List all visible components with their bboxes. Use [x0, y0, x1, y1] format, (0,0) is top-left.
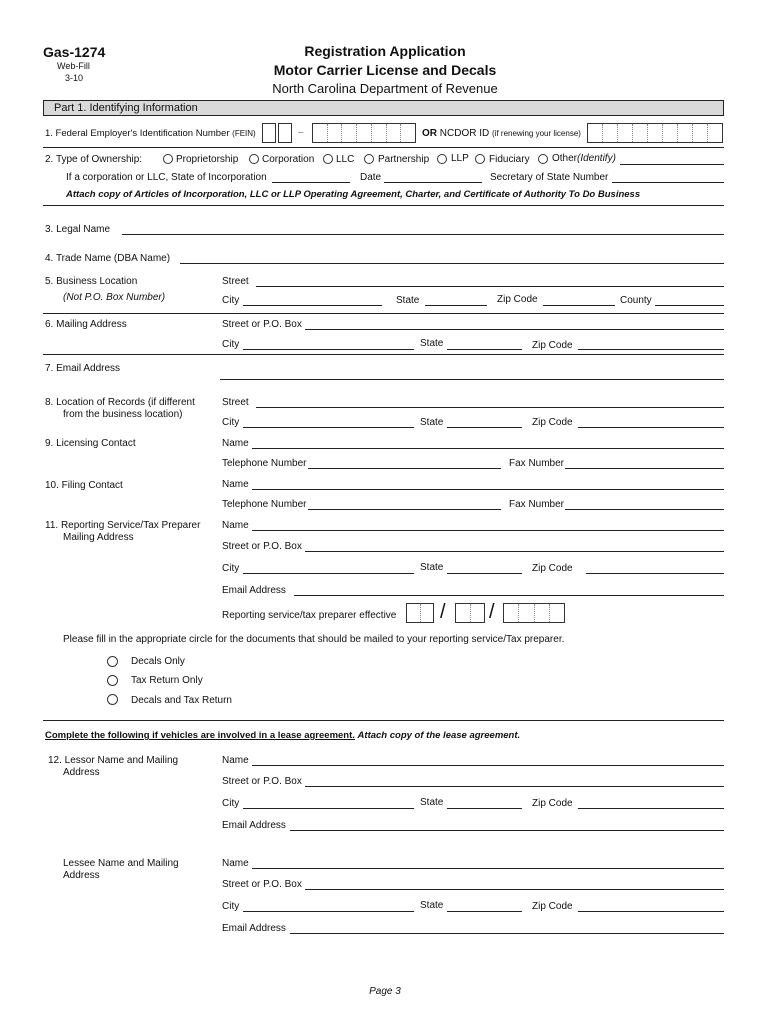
records-city-field[interactable]	[243, 427, 414, 428]
street-po-label: Street or P.O. Box	[222, 879, 302, 890]
state-label: State	[420, 338, 444, 349]
city-label: City	[222, 798, 240, 809]
divider	[43, 205, 724, 206]
effective-year-input[interactable]	[503, 603, 565, 623]
ownership-option-label: Corporation	[262, 154, 315, 165]
ownership-option-label: LLP	[451, 153, 469, 164]
ownership-llp-radio[interactable]	[437, 154, 447, 164]
records-state-field[interactable]	[447, 427, 522, 428]
ownership-option-label: LLC	[336, 154, 355, 165]
lease-heading: Complete the following if vehicles are involved in a lease agreement. Attach copy of the lease agreement.	[45, 730, 521, 741]
ownership-other-radio[interactable]	[538, 154, 548, 164]
state-label: State	[396, 295, 420, 306]
lessee-city-field[interactable]	[243, 911, 414, 912]
page-number: Page 3	[369, 986, 401, 997]
trade-name-field[interactable]	[180, 263, 724, 264]
preparer-zip-field[interactable]	[586, 573, 724, 574]
filing-fax-field[interactable]	[565, 509, 724, 510]
lessor-street-field[interactable]	[305, 786, 724, 787]
business-city-field[interactable]	[243, 305, 382, 306]
lessor-label: 12. Lessor Name and Mailing	[48, 755, 179, 766]
records-location-label: 8. Location of Records (if different	[45, 397, 195, 408]
records-location-note: from the business location)	[63, 409, 183, 420]
city-label: City	[222, 339, 240, 350]
ownership-corporation-radio[interactable]	[249, 154, 259, 164]
telephone-label: Telephone Number	[222, 499, 307, 510]
fein-digits-input[interactable]	[312, 123, 416, 143]
mailing-state-field[interactable]	[447, 349, 522, 350]
fein-dash: –	[298, 127, 304, 138]
state-of-incorporation-field[interactable]	[272, 182, 350, 183]
lessee-street-field[interactable]	[305, 889, 724, 890]
form-id: Gas-1274	[43, 44, 106, 60]
filing-name-field[interactable]	[252, 489, 724, 490]
filing-phone-field[interactable]	[308, 509, 501, 510]
licensing-name-field[interactable]	[252, 448, 724, 449]
incorporation-date-field[interactable]	[384, 182, 482, 183]
city-label: City	[222, 901, 240, 912]
ownership-option-label: Proprietorship	[176, 154, 239, 165]
tax-return-only-label: Tax Return Only	[131, 675, 203, 686]
email-label: Email Address	[222, 820, 286, 831]
decals-and-tax-return-radio[interactable]	[107, 694, 118, 705]
city-label: City	[222, 417, 240, 428]
fein-digit-2[interactable]	[278, 123, 292, 143]
state-label: State	[420, 900, 444, 911]
date-slash: /	[489, 601, 495, 623]
decals-only-label: Decals Only	[131, 656, 185, 667]
street-label: Street	[222, 397, 249, 408]
zip-label: Zip Code	[532, 563, 573, 574]
part1-banner	[43, 100, 724, 116]
ownership-partnership-radio[interactable]	[364, 154, 374, 164]
mailing-instruction: Please fill in the appropriate circle for the documents that should be mailed to your reporting service/Tax preparer.	[63, 634, 565, 645]
city-label: City	[222, 295, 240, 306]
decals-only-radio[interactable]	[107, 656, 118, 667]
name-label: Name	[222, 858, 249, 869]
state-label: State	[420, 562, 444, 573]
trade-name-label: 4. Trade Name (DBA Name)	[45, 253, 171, 264]
form-version: 3-10	[65, 73, 84, 83]
lessor-city-field[interactable]	[243, 808, 414, 809]
street-po-label: Street or P.O. Box	[222, 541, 302, 552]
filing-contact-label: 10. Filing Contact	[45, 480, 123, 491]
business-county-field[interactable]	[655, 305, 724, 306]
business-state-field[interactable]	[425, 305, 487, 306]
preparer-label-2: Mailing Address	[63, 532, 134, 543]
street-po-label: Street or P.O. Box	[222, 319, 302, 330]
email-address-field[interactable]	[220, 379, 724, 380]
fein-digit-1[interactable]	[262, 123, 276, 143]
fein-label: 1. Federal Employer's Identification Number (FEIN)	[45, 128, 256, 139]
lessee-label-2: Address	[63, 870, 100, 881]
divider	[43, 147, 724, 148]
form-subtitle: Motor Carrier License and Decals	[273, 62, 497, 78]
county-label: County	[620, 295, 652, 306]
ownership-option-label: Fiduciary	[489, 154, 530, 165]
effective-date-label: Reporting service/tax preparer effective	[222, 610, 397, 621]
preparer-email-field[interactable]	[294, 595, 724, 596]
ownership-proprietorship-radio[interactable]	[163, 154, 173, 164]
ownership-fiduciary-radio[interactable]	[475, 154, 485, 164]
lessee-email-field[interactable]	[290, 933, 724, 934]
email-label: Email Address	[222, 585, 286, 596]
lessee-state-field[interactable]	[447, 911, 522, 912]
preparer-state-field[interactable]	[447, 573, 522, 574]
divider	[43, 313, 724, 314]
corp-state-label: If a corporation or LLC, State of Incorporation	[66, 172, 267, 183]
city-label: City	[222, 563, 240, 574]
form-title: Registration Application	[304, 43, 466, 59]
email-address-label: 7. Email Address	[45, 363, 121, 374]
state-label: State	[420, 417, 444, 428]
lessee-zip-field[interactable]	[578, 911, 724, 912]
tax-return-only-radio[interactable]	[107, 675, 118, 686]
effective-month-input[interactable]	[406, 603, 434, 623]
business-street-field[interactable]	[256, 286, 724, 287]
mailing-street-field[interactable]	[305, 329, 724, 330]
part1-label: Part 1. Identifying Information	[54, 102, 198, 114]
street-label: Street	[222, 276, 249, 287]
lessor-label-2: Address	[63, 767, 100, 778]
legal-name-field[interactable]	[122, 234, 724, 235]
licensing-phone-field[interactable]	[308, 468, 501, 469]
preparer-name-field[interactable]	[252, 530, 724, 531]
sos-number-label: Secretary of State Number	[490, 172, 609, 183]
other-identify-field[interactable]	[620, 164, 724, 165]
zip-label: Zip Code	[532, 417, 573, 428]
email-label: Email Address	[222, 923, 286, 934]
lessor-state-field[interactable]	[447, 808, 522, 809]
date-slash: /	[440, 601, 446, 623]
preparer-city-field[interactable]	[243, 573, 414, 574]
name-label: Name	[222, 520, 249, 531]
preparer-label: 11. Reporting Service/Tax Preparer	[45, 520, 201, 531]
licensing-fax-field[interactable]	[565, 468, 724, 469]
ownership-llc-radio[interactable]	[323, 154, 333, 164]
agency-name: North Carolina Department of Revenue	[272, 81, 498, 96]
name-label: Name	[222, 479, 249, 490]
date-label: Date	[360, 172, 382, 183]
effective-day-input[interactable]	[455, 603, 485, 623]
fax-label: Fax Number	[509, 458, 565, 469]
street-po-label: Street or P.O. Box	[222, 776, 302, 787]
zip-label: Zip Code	[532, 798, 573, 809]
business-location-note: (Not P.O. Box Number)	[63, 292, 166, 303]
zip-label: Zip Code	[532, 340, 573, 351]
telephone-label: Telephone Number	[222, 458, 307, 469]
attach-articles-note: Attach copy of Articles of Incorporation, LLC or LLP Operating Agreement, Charter, and Certificate of Authority To Do Business	[66, 189, 641, 200]
sos-number-field[interactable]	[612, 182, 724, 183]
divider	[43, 720, 724, 721]
divider	[43, 354, 724, 355]
records-street-field[interactable]	[256, 407, 724, 408]
legal-name-label: 3. Legal Name	[45, 224, 111, 235]
records-zip-field[interactable]	[578, 427, 724, 428]
zip-label: Zip Code	[532, 901, 573, 912]
mailing-zip-field[interactable]	[578, 349, 724, 350]
licensing-contact-label: 9. Licensing Contact	[45, 438, 136, 449]
name-label: Name	[222, 755, 249, 766]
decals-and-tax-return-label: Decals and Tax Return	[131, 695, 232, 706]
ownership-other-label: Other(Identify)	[552, 153, 616, 164]
state-label: State	[420, 797, 444, 808]
mailing-city-field[interactable]	[243, 349, 414, 350]
ownership-label: 2. Type of Ownership:	[45, 154, 143, 165]
lessee-label: Lessee Name and Mailing	[63, 858, 179, 869]
ownership-option-label: Partnership	[378, 154, 430, 165]
name-label: Name	[222, 438, 249, 449]
ncdor-label: OR NCDOR ID (if renewing your license)	[422, 128, 581, 139]
business-location-label: 5. Business Location	[45, 276, 138, 287]
business-zip-field[interactable]	[543, 305, 615, 306]
lessor-zip-field[interactable]	[578, 808, 724, 809]
fax-label: Fax Number	[509, 499, 565, 510]
lessee-name-field[interactable]	[252, 868, 724, 869]
zip-label: Zip Code	[497, 294, 538, 305]
preparer-street-field[interactable]	[305, 551, 724, 552]
web-fill-label: Web-Fill	[57, 61, 90, 71]
lessor-email-field[interactable]	[290, 830, 724, 831]
ncdor-id-input[interactable]	[587, 123, 723, 143]
lessor-name-field[interactable]	[252, 765, 724, 766]
mailing-address-label: 6. Mailing Address	[45, 319, 127, 330]
